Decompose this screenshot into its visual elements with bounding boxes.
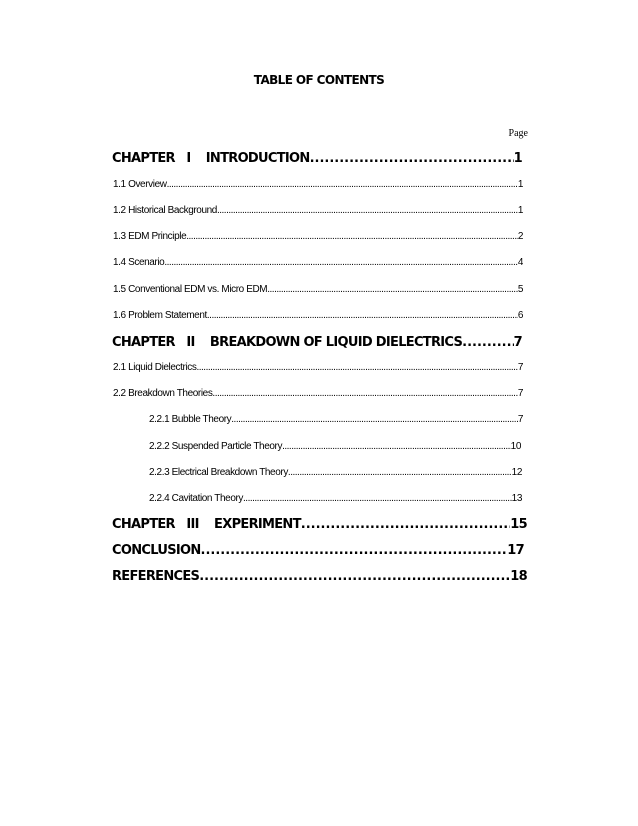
toc-entry-title: 1.2 Historical Background (113, 205, 217, 216)
toc-entry-title: 1.4 Scenario (113, 257, 165, 268)
page-title: TABLE OF CONTENTS (253, 73, 385, 87)
dot-leader (201, 542, 508, 560)
toc-entry-title: CHAPTER III EXPERIMENT (112, 517, 301, 532)
toc-entry-2-1[interactable] (113, 361, 523, 375)
toc-entry-page: 7 (517, 362, 523, 373)
dot-leader (217, 204, 518, 218)
dot-leader (196, 361, 517, 375)
dot-leader (231, 413, 518, 427)
dot-leader (243, 492, 512, 506)
dot-leader (462, 334, 513, 352)
toc-entry-page: 7 (513, 335, 522, 350)
toc-entry-1-5[interactable] (113, 283, 523, 297)
toc-entry-page: 18 (510, 569, 527, 584)
toc-entry-title: 1.5 Conventional EDM vs. Micro EDM (113, 284, 268, 295)
toc-entry-chapter-1[interactable] (112, 150, 522, 168)
toc-entry-title: 2.2.3 Electrical Breakdown Theory (149, 467, 288, 478)
dot-leader (186, 230, 518, 244)
toc-entry-page: 13 (511, 493, 522, 504)
toc-entry-title: REFERENCES (112, 569, 200, 584)
toc-entry-title: CHAPTER II BREAKDOWN OF LIQUID DIELECTRICS (112, 335, 463, 350)
toc-entry-page: 6 (517, 310, 523, 321)
toc-entry-chapter-3[interactable] (112, 516, 527, 534)
dot-leader (288, 466, 512, 480)
toc-entry-title: 1.6 Problem Statement (113, 310, 207, 321)
dot-leader (282, 440, 511, 454)
toc-entry-title: 2.2.4 Cavitation Theory (149, 493, 244, 504)
toc-entry-1-1[interactable] (113, 178, 523, 192)
toc-entry-2-2-3[interactable] (149, 466, 522, 480)
dot-leader (301, 516, 511, 534)
toc-entry-2-2[interactable] (113, 387, 523, 401)
toc-entry-title: 1.1 Overview (113, 179, 167, 190)
toc-entry-1-6[interactable] (113, 309, 523, 323)
dot-leader (212, 387, 517, 401)
toc-entry-1-2[interactable] (113, 204, 523, 218)
dot-leader (207, 309, 518, 323)
toc-entry-1-4[interactable] (113, 256, 523, 270)
dot-leader (164, 256, 517, 270)
toc-entry-conclusion[interactable] (112, 542, 524, 560)
toc-entry-page: 7 (517, 388, 523, 399)
toc-entry-page: 7 (517, 414, 523, 425)
dot-leader (267, 283, 518, 297)
dot-leader (167, 178, 518, 192)
toc-entry-page: 15 (510, 517, 527, 532)
toc-entry-references[interactable] (112, 568, 527, 586)
toc-entry-page: 17 (507, 543, 524, 558)
toc-entry-title: 2.2 Breakdown Theories (113, 388, 213, 399)
toc-entry-title: 2.1 Liquid Dielectrics (113, 362, 197, 373)
toc-entry-page: 10 (510, 441, 521, 452)
toc-entry-2-2-4[interactable] (149, 492, 522, 506)
toc-entry-page: 1 (517, 179, 523, 190)
toc-entry-chapter-2[interactable] (112, 334, 522, 352)
toc-entry-page: 4 (517, 257, 523, 268)
toc-entry-page: 1 (513, 151, 522, 166)
toc-entry-1-3[interactable] (113, 230, 523, 244)
toc-entry-page: 2 (517, 231, 523, 242)
toc-entry-title: CHAPTER I INTRODUCTION (112, 151, 310, 166)
toc-entry-title: 2.2.1 Bubble Theory (149, 414, 232, 425)
toc-entry-title: 1.3 EDM Principle (113, 231, 187, 242)
dot-leader (310, 150, 514, 168)
dot-leader (199, 568, 510, 586)
toc-entry-page: 5 (517, 284, 523, 295)
toc-entry-page: 1 (517, 205, 523, 216)
toc-entry-2-2-2[interactable] (149, 440, 521, 454)
toc-entry-2-2-1[interactable] (149, 413, 523, 427)
page-column-label: Page (508, 128, 528, 139)
toc-entry-page: 12 (511, 467, 522, 478)
toc-entry-title: CONCLUSION (112, 543, 201, 558)
toc-entry-title: 2.2.2 Suspended Particle Theory (149, 441, 283, 452)
